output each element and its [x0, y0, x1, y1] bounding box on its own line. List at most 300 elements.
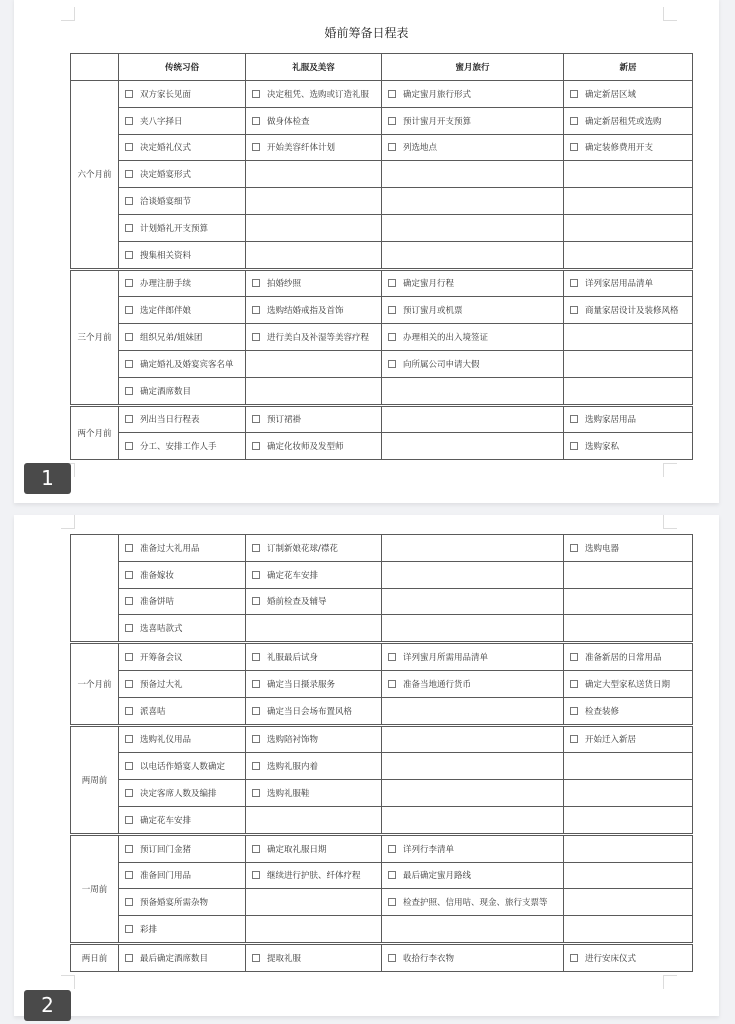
table-row — [71, 188, 693, 215]
task-label: 准备过大礼用品 — [140, 543, 200, 554]
task-cell-new-home — [564, 405, 693, 433]
task-label: 详列蜜月所需用品清单 — [403, 653, 489, 664]
checkbox-icon[interactable] — [388, 898, 396, 906]
task-label: 预计蜜月开支预算 — [403, 116, 472, 127]
task-cell-attire-beauty — [246, 643, 382, 671]
task-cell-honeymoon — [382, 433, 564, 460]
table-row — [71, 834, 693, 862]
checkbox-icon[interactable] — [125, 871, 133, 879]
checkbox-icon[interactable] — [388, 117, 396, 125]
task-label: 选购陪衬饰物 — [267, 735, 319, 746]
checkbox-icon[interactable] — [125, 707, 133, 715]
task-cell-honeymoon — [382, 753, 564, 780]
task-cell-traditions — [119, 188, 246, 215]
margin-corner-mark — [61, 975, 75, 989]
task-label: 分工、安排工作人手 — [140, 442, 217, 453]
table-row — [71, 725, 693, 753]
period-label: 两日前 — [71, 943, 119, 971]
task-cell-honeymoon — [382, 214, 564, 241]
checkbox-icon[interactable] — [125, 170, 133, 178]
task-cell-traditions — [119, 433, 246, 460]
task-cell-new-home — [564, 350, 693, 377]
period-label — [71, 535, 119, 643]
task-cell-traditions — [119, 405, 246, 433]
task-label: 确定花车安排 — [267, 570, 319, 581]
checkbox-icon[interactable] — [125, 898, 133, 906]
task-cell-new-home — [564, 433, 693, 460]
task-cell-attire-beauty — [246, 107, 382, 134]
task-cell-traditions — [119, 81, 246, 108]
task-label: 选喜咭款式 — [140, 624, 183, 635]
task-cell-new-home — [564, 535, 693, 562]
task-label: 进行美白及补湿等美容疗程 — [267, 333, 370, 344]
task-label: 选购电器 — [585, 543, 620, 554]
task-cell-new-home — [564, 725, 693, 753]
period-label: 三个月前 — [71, 269, 119, 405]
task-cell-new-home — [564, 834, 693, 862]
task-label: 办理相关的出入境签证 — [403, 333, 489, 344]
task-label: 最后确定酒席数目 — [140, 953, 209, 964]
checkbox-icon[interactable] — [125, 306, 133, 314]
checkbox-icon[interactable] — [570, 735, 578, 743]
table-row — [71, 780, 693, 807]
table-row — [71, 806, 693, 834]
task-label: 准备饼咭 — [140, 597, 175, 608]
task-label: 确定大型家私送货日期 — [585, 679, 671, 690]
column-header-period — [71, 54, 119, 81]
task-label: 确定装修费用开支 — [585, 143, 654, 154]
task-cell-new-home — [564, 916, 693, 944]
period-label: 两个月前 — [71, 405, 119, 460]
task-label: 准备当地通行货币 — [403, 679, 472, 690]
task-cell-traditions — [119, 241, 246, 269]
table-row — [71, 753, 693, 780]
task-cell-attire-beauty — [246, 725, 382, 753]
task-cell-traditions — [119, 834, 246, 862]
task-label: 预订裙褂 — [267, 415, 302, 426]
table-row — [71, 670, 693, 697]
task-cell-traditions — [119, 889, 246, 916]
task-label: 向所属公司申请大假 — [403, 359, 480, 370]
checkbox-icon[interactable] — [125, 544, 133, 552]
task-label: 确定当日会场布置风格 — [267, 706, 353, 717]
task-label: 决定婚礼仪式 — [140, 143, 192, 154]
task-cell-attire-beauty — [246, 535, 382, 562]
task-cell-attire-beauty — [246, 697, 382, 725]
checkbox-icon[interactable] — [388, 279, 396, 287]
task-cell-attire-beauty — [246, 862, 382, 889]
task-label: 确定新居区域 — [585, 89, 637, 100]
task-cell-attire-beauty — [246, 134, 382, 161]
task-cell-attire-beauty — [246, 81, 382, 108]
checkbox-icon[interactable] — [388, 845, 396, 853]
task-cell-attire-beauty — [246, 753, 382, 780]
task-cell-honeymoon — [382, 862, 564, 889]
checkbox-icon[interactable] — [252, 735, 260, 743]
task-label: 选购礼服鞋 — [267, 789, 310, 800]
task-label: 选购礼仪用品 — [140, 735, 192, 746]
checkbox-icon[interactable] — [125, 762, 133, 770]
task-cell-honeymoon — [382, 697, 564, 725]
task-label: 进行安床仪式 — [585, 953, 637, 964]
task-cell-traditions — [119, 269, 246, 297]
task-cell-honeymoon — [382, 324, 564, 351]
task-cell-new-home — [564, 377, 693, 405]
task-cell-new-home — [564, 753, 693, 780]
checkbox-icon[interactable] — [125, 597, 133, 605]
table-row — [71, 535, 693, 562]
task-cell-honeymoon — [382, 350, 564, 377]
task-cell-traditions — [119, 107, 246, 134]
table-row — [71, 561, 693, 588]
checkbox-icon[interactable] — [125, 360, 133, 368]
task-cell-honeymoon — [382, 241, 564, 269]
table-row — [71, 269, 693, 297]
task-label: 准备嫁妆 — [140, 570, 175, 581]
page-number-badge: 1 — [24, 463, 71, 494]
task-label: 预订蜜月或机票 — [403, 306, 463, 317]
checkbox-icon[interactable] — [125, 816, 133, 824]
task-cell-attire-beauty — [246, 615, 382, 643]
table-row — [71, 943, 693, 971]
task-cell-honeymoon — [382, 188, 564, 215]
task-cell-new-home — [564, 943, 693, 971]
task-cell-honeymoon — [382, 405, 564, 433]
checkbox-icon[interactable] — [252, 597, 260, 605]
column-header-honeymoon: 蜜月旅行 — [382, 54, 564, 81]
task-label: 确定化妆师及发型师 — [267, 442, 344, 453]
page-number-badge: 2 — [24, 990, 71, 1021]
task-label: 确定当日摄录服务 — [267, 679, 336, 690]
task-cell-honeymoon — [382, 377, 564, 405]
task-cell-attire-beauty — [246, 916, 382, 944]
task-label: 洽谈婚宴细节 — [140, 197, 192, 208]
checkbox-icon[interactable] — [125, 224, 133, 232]
checkbox-icon[interactable] — [252, 762, 260, 770]
task-cell-attire-beauty — [246, 324, 382, 351]
task-cell-attire-beauty — [246, 780, 382, 807]
task-label: 搜集相关资料 — [140, 250, 192, 261]
task-label: 详列行李清单 — [403, 844, 455, 855]
checkbox-icon[interactable] — [570, 306, 578, 314]
checkbox-icon[interactable] — [252, 789, 260, 797]
task-cell-honeymoon — [382, 916, 564, 944]
checkbox-icon[interactable] — [570, 442, 578, 450]
task-cell-new-home — [564, 670, 693, 697]
checkbox-icon[interactable] — [252, 680, 260, 688]
table-row — [71, 643, 693, 671]
period-label: 两周前 — [71, 725, 119, 834]
task-cell-new-home — [564, 862, 693, 889]
task-cell-new-home — [564, 588, 693, 615]
checkbox-icon[interactable] — [570, 279, 578, 287]
task-cell-attire-beauty — [246, 241, 382, 269]
task-cell-traditions — [119, 377, 246, 405]
task-label: 预备过大礼 — [140, 679, 183, 690]
task-cell-honeymoon — [382, 107, 564, 134]
column-header-new-home: 新居 — [564, 54, 693, 81]
checkbox-icon[interactable] — [125, 251, 133, 259]
checkbox-icon[interactable] — [252, 954, 260, 962]
task-cell-attire-beauty — [246, 670, 382, 697]
task-label: 办理注册手续 — [140, 279, 192, 290]
checkbox-icon[interactable] — [252, 143, 260, 151]
task-cell-traditions — [119, 350, 246, 377]
task-cell-honeymoon — [382, 161, 564, 188]
table-row — [71, 377, 693, 405]
task-label: 详列家居用品清单 — [585, 279, 654, 290]
task-label: 开筹备会议 — [140, 653, 183, 664]
task-cell-traditions — [119, 780, 246, 807]
task-label: 确定取礼服日期 — [267, 844, 327, 855]
task-cell-traditions — [119, 670, 246, 697]
table-row — [71, 889, 693, 916]
checkbox-icon[interactable] — [125, 653, 133, 661]
task-label: 确定婚礼及婚宴宾客名单 — [140, 359, 234, 370]
column-header-attire-beauty: 礼服及美容 — [246, 54, 382, 81]
table-row — [71, 405, 693, 433]
task-label: 选购家私 — [585, 442, 620, 453]
checkbox-icon[interactable] — [252, 845, 260, 853]
task-cell-traditions — [119, 643, 246, 671]
task-cell-honeymoon — [382, 670, 564, 697]
task-cell-new-home — [564, 297, 693, 324]
task-cell-traditions — [119, 588, 246, 615]
checkbox-icon[interactable] — [570, 90, 578, 98]
task-label: 确定蜜月行程 — [403, 279, 455, 290]
table-row — [71, 588, 693, 615]
task-label: 双方家长见面 — [140, 89, 192, 100]
task-cell-honeymoon — [382, 134, 564, 161]
checkbox-icon[interactable] — [125, 571, 133, 579]
task-cell-attire-beauty — [246, 433, 382, 460]
task-label: 确定蜜月旅行形式 — [403, 89, 472, 100]
task-cell-new-home — [564, 188, 693, 215]
task-label: 确定花车安排 — [140, 815, 192, 826]
checkbox-icon[interactable] — [125, 117, 133, 125]
task-cell-honeymoon — [382, 889, 564, 916]
document-title: 婚前筹备日程表 — [324, 26, 409, 40]
checkbox-icon[interactable] — [252, 442, 260, 450]
task-label: 确定酒席数目 — [140, 386, 192, 397]
task-cell-new-home — [564, 269, 693, 297]
table-row — [71, 241, 693, 269]
task-cell-new-home — [564, 697, 693, 725]
task-label: 婚前检查及辅导 — [267, 597, 327, 608]
task-cell-new-home — [564, 780, 693, 807]
checkbox-icon[interactable] — [252, 707, 260, 715]
checkbox-icon[interactable] — [125, 735, 133, 743]
table-row — [71, 350, 693, 377]
checkbox-icon[interactable] — [570, 954, 578, 962]
table-row — [71, 161, 693, 188]
task-label: 选定伴郎伴娘 — [140, 306, 192, 317]
document-page-1 — [14, 0, 719, 503]
checkbox-icon[interactable] — [125, 143, 133, 151]
task-cell-traditions — [119, 916, 246, 944]
task-label: 检查护照、信用咭、现金、旅行支票等 — [403, 898, 548, 909]
task-cell-attire-beauty — [246, 889, 382, 916]
checkbox-icon[interactable] — [125, 333, 133, 341]
checkbox-icon[interactable] — [252, 279, 260, 287]
task-label: 准备回门用品 — [140, 871, 192, 882]
checkbox-icon[interactable] — [570, 117, 578, 125]
task-cell-attire-beauty — [246, 188, 382, 215]
task-cell-traditions — [119, 297, 246, 324]
task-cell-new-home — [564, 324, 693, 351]
task-cell-attire-beauty — [246, 297, 382, 324]
checkbox-icon[interactable] — [388, 871, 396, 879]
checkbox-icon[interactable] — [388, 954, 396, 962]
checkbox-icon[interactable] — [125, 624, 133, 632]
task-label: 提取礼服 — [267, 953, 302, 964]
task-label: 商量家居设计及装修风格 — [585, 306, 679, 317]
task-label: 计划婚礼开支预算 — [140, 223, 209, 234]
checkbox-icon[interactable] — [570, 680, 578, 688]
task-label: 继续进行护肤、纤体疗程 — [267, 871, 361, 882]
margin-corner-mark — [663, 515, 677, 529]
task-cell-new-home — [564, 214, 693, 241]
task-cell-honeymoon — [382, 615, 564, 643]
task-cell-new-home — [564, 806, 693, 834]
checkbox-icon[interactable] — [125, 279, 133, 287]
task-cell-traditions — [119, 725, 246, 753]
task-label: 拍婚纱照 — [267, 279, 302, 290]
task-label: 决定客席人数及编排 — [140, 789, 217, 800]
checkbox-icon[interactable] — [388, 653, 396, 661]
task-cell-traditions — [119, 753, 246, 780]
checkbox-icon[interactable] — [252, 415, 260, 423]
task-label: 夹八字择日 — [140, 116, 183, 127]
task-cell-attire-beauty — [246, 377, 382, 405]
margin-corner-mark — [663, 975, 677, 989]
checkbox-icon[interactable] — [388, 143, 396, 151]
task-label: 检查装修 — [585, 706, 620, 717]
checkbox-icon[interactable] — [388, 333, 396, 341]
task-cell-honeymoon — [382, 780, 564, 807]
table-row — [71, 324, 693, 351]
checkbox-icon[interactable] — [570, 707, 578, 715]
checkbox-icon[interactable] — [252, 871, 260, 879]
checkbox-icon[interactable] — [125, 415, 133, 423]
schedule-table — [70, 53, 693, 460]
task-cell-traditions — [119, 806, 246, 834]
table-row — [71, 697, 693, 725]
task-cell-new-home — [564, 561, 693, 588]
checkbox-icon[interactable] — [125, 387, 133, 395]
task-cell-honeymoon — [382, 834, 564, 862]
checkbox-icon[interactable] — [252, 306, 260, 314]
task-label: 选购结婚戒指及首饰 — [267, 306, 344, 317]
task-label: 列出当日行程表 — [140, 415, 200, 426]
margin-corner-mark — [663, 7, 677, 21]
table-row — [71, 615, 693, 643]
checkbox-icon[interactable] — [570, 143, 578, 151]
task-label: 最后确定蜜月路线 — [403, 871, 472, 882]
checkbox-icon[interactable] — [570, 415, 578, 423]
margin-corner-mark — [61, 515, 75, 529]
task-cell-new-home — [564, 161, 693, 188]
task-label: 决定租凭、选购或订造礼服 — [267, 89, 370, 100]
table-row — [71, 862, 693, 889]
task-label: 准备新居的日常用品 — [585, 653, 662, 664]
checkbox-icon[interactable] — [570, 653, 578, 661]
checkbox-icon[interactable] — [252, 333, 260, 341]
checkbox-icon[interactable] — [125, 845, 133, 853]
checkbox-icon[interactable] — [125, 90, 133, 98]
schedule-table-continued — [70, 534, 693, 972]
checkbox-icon[interactable] — [252, 544, 260, 552]
checkbox-icon[interactable] — [388, 680, 396, 688]
checkbox-icon[interactable] — [125, 680, 133, 688]
task-cell-new-home — [564, 241, 693, 269]
table-row — [71, 214, 693, 241]
table-row — [71, 134, 693, 161]
checkbox-icon[interactable] — [388, 306, 396, 314]
checkbox-icon[interactable] — [388, 360, 396, 368]
task-cell-attire-beauty — [246, 561, 382, 588]
task-cell-traditions — [119, 161, 246, 188]
task-cell-attire-beauty — [246, 588, 382, 615]
task-label: 决定婚宴形式 — [140, 170, 192, 181]
task-cell-new-home — [564, 81, 693, 108]
task-cell-traditions — [119, 561, 246, 588]
task-cell-attire-beauty — [246, 405, 382, 433]
task-label: 列选地点 — [403, 143, 438, 154]
checkbox-icon[interactable] — [252, 653, 260, 661]
task-label: 选购礼服内着 — [267, 762, 319, 773]
checkbox-icon[interactable] — [125, 954, 133, 962]
task-cell-attire-beauty — [246, 214, 382, 241]
task-label: 收拾行李衣物 — [403, 953, 455, 964]
checkbox-icon[interactable] — [252, 571, 260, 579]
task-label: 确定新居租凭或选购 — [585, 116, 662, 127]
period-label: 一个月前 — [71, 643, 119, 725]
task-cell-honeymoon — [382, 725, 564, 753]
margin-corner-mark — [663, 463, 677, 477]
checkbox-icon[interactable] — [125, 789, 133, 797]
task-cell-traditions — [119, 697, 246, 725]
checkbox-icon[interactable] — [252, 117, 260, 125]
table-row — [71, 297, 693, 324]
table-row — [71, 107, 693, 134]
task-cell-honeymoon — [382, 588, 564, 615]
task-label: 预订回门金猪 — [140, 844, 192, 855]
checkbox-icon[interactable] — [252, 90, 260, 98]
task-cell-attire-beauty — [246, 943, 382, 971]
task-cell-traditions — [119, 535, 246, 562]
table-row — [71, 916, 693, 944]
checkbox-icon[interactable] — [125, 925, 133, 933]
table-row — [71, 81, 693, 108]
task-cell-honeymoon — [382, 269, 564, 297]
checkbox-icon[interactable] — [125, 442, 133, 450]
task-cell-honeymoon — [382, 561, 564, 588]
checkbox-icon[interactable] — [388, 90, 396, 98]
task-label: 做身体检查 — [267, 116, 310, 127]
margin-corner-mark — [61, 7, 75, 21]
column-header-traditions: 传统习俗 — [119, 54, 246, 81]
task-label: 预备婚宴所需杂物 — [140, 898, 209, 909]
checkbox-icon[interactable] — [125, 197, 133, 205]
task-cell-honeymoon — [382, 806, 564, 834]
document-page-2 — [14, 515, 719, 1016]
table-row — [71, 433, 693, 460]
task-cell-attire-beauty — [246, 161, 382, 188]
task-cell-attire-beauty — [246, 806, 382, 834]
task-cell-traditions — [119, 324, 246, 351]
checkbox-icon[interactable] — [570, 544, 578, 552]
